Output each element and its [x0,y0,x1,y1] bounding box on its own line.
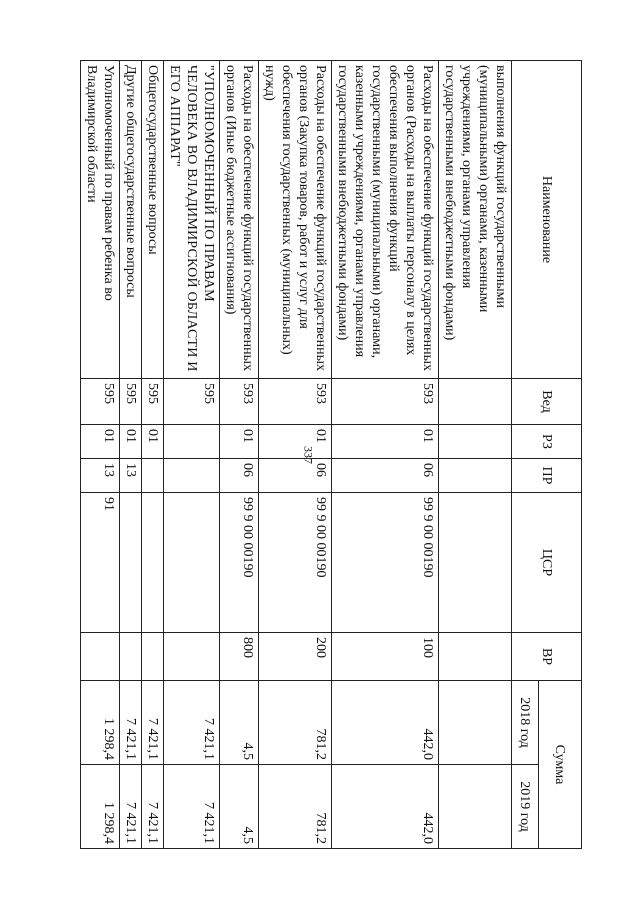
cell-pr: 06 [332,459,439,493]
cell-name: Расходы на обеспечение функций государственных органов (Расходы на выплаты персоналу в целях обеспечения выполнения функций государственными (муниципальными) органами, казенными учреждениями, органами управления государственными внебюджетными фондами) [332,61,439,379]
cell-sum-2018: 442,0 [332,681,439,765]
cell-sum-2019: 7 421,1 [120,765,142,849]
cell-pr [439,459,512,493]
cell-rz: 01 [259,425,332,459]
cell-vr [81,633,120,681]
cell-rz: 01 [81,425,120,459]
cell-csr: 99 9 00 00190 [332,493,439,633]
cell-sum-2019: 1 298,4 [81,765,120,849]
cell-sum-2018: 4,5 [220,681,259,765]
table-body [81,61,512,849]
cell-vr [164,633,220,681]
header-2018: 2018 год [512,681,539,765]
cell-sum-2019: 7 421,1 [142,765,164,849]
cell-sum-2019: 4,5 [220,765,259,849]
cell-csr: 99 9 00 00190 [220,493,259,633]
table-row [81,61,120,849]
cell-vr: 100 [332,633,439,681]
table-row [220,61,259,849]
cell-csr [120,493,142,633]
table-row [120,61,142,849]
header-ved: Вед [512,379,582,425]
cell-rz: 01 [142,425,164,459]
table-row [164,61,220,849]
cell-sum-2018: 1 298,4 [81,681,120,765]
cell-csr [164,493,220,633]
table-row [332,61,439,849]
table-row [259,61,332,849]
header-row-1 [539,61,582,849]
cell-ved: 595 [142,379,164,425]
cell-vr: 800 [220,633,259,681]
cell-name: Общегосударственные вопросы [142,61,164,379]
cell-pr [164,459,220,493]
cell-sum-2018 [439,681,512,765]
cell-rz: 01 [332,425,439,459]
cell-name: Расходы на обеспечение функций государственных органов (Иные бюджетные ассигнования) [220,61,259,379]
header-pr: ПР [512,459,582,493]
cell-ved: 595 [120,379,142,425]
cell-rz [439,425,512,459]
cell-vr: 200 [259,633,332,681]
rotated-table-viewport [84,60,582,848]
cell-name: выполнения функций государственными (муниципальными) органами, казенными учреждениями, органами управления государственными внебюджетными фондами) [439,61,512,379]
header-vr: ВР [512,633,582,681]
cell-name: Другие общегосударственные вопросы [120,61,142,379]
cell-pr: 06 [259,459,332,493]
cell-csr [439,493,512,633]
cell-ved [439,379,512,425]
cell-csr: 99 9 00 00190 [259,493,332,633]
cell-ved: 595 [164,379,220,425]
table-row [439,61,512,849]
cell-vr [120,633,142,681]
cell-rz: 01 [220,425,259,459]
cell-pr [142,459,164,493]
cell-pr: 06 [220,459,259,493]
cell-pr: 13 [120,459,142,493]
header-rz: РЗ [512,425,582,459]
cell-name: Расходы на обеспечение функций государственных органов (Закупка товаров, работ и услуг для обеспечения государственных (муниципальных) нужд) [259,61,332,379]
cell-sum-2018: 7 421,1 [142,681,164,765]
cell-csr [142,493,164,633]
cell-sum-2018: 7 421,1 [120,681,142,765]
header-name: Наименование [512,61,582,379]
table-header [512,61,582,849]
header-csr: ЦСР [512,493,582,633]
header-2019: 2019 год [512,765,539,849]
cell-sum-2018: 781,2 [259,681,332,765]
rotated-table-container [84,60,582,848]
cell-vr [142,633,164,681]
cell-ved: 595 [81,379,120,425]
cell-pr: 13 [81,459,120,493]
cell-name: "УПОЛНОМОЧЕННЫЙ ПО ПРАВАМ ЧЕЛОВЕКА ВО ВЛАДИМИРСКОЙ ОБЛАСТИ И ЕГО АППАРАТ" [164,61,220,379]
page-number: 337 [301,446,316,464]
cell-vr [439,633,512,681]
cell-ved: 593 [220,379,259,425]
cell-rz [164,425,220,459]
cell-csr: 91 [81,493,120,633]
cell-sum-2018: 7 421,1 [164,681,220,765]
budget-table [80,60,582,849]
cell-rz: 01 [120,425,142,459]
cell-ved: 593 [332,379,439,425]
header-sum: Сумма [539,681,582,849]
cell-name: Уполномоченный по правам ребенка во Владимирской области [81,61,120,379]
cell-ved: 593 [259,379,332,425]
cell-sum-2019: 7 421,1 [164,765,220,849]
cell-sum-2019: 781,2 [259,765,332,849]
cell-sum-2019: 442,0 [332,765,439,849]
table-row [142,61,164,849]
cell-sum-2019 [439,765,512,849]
